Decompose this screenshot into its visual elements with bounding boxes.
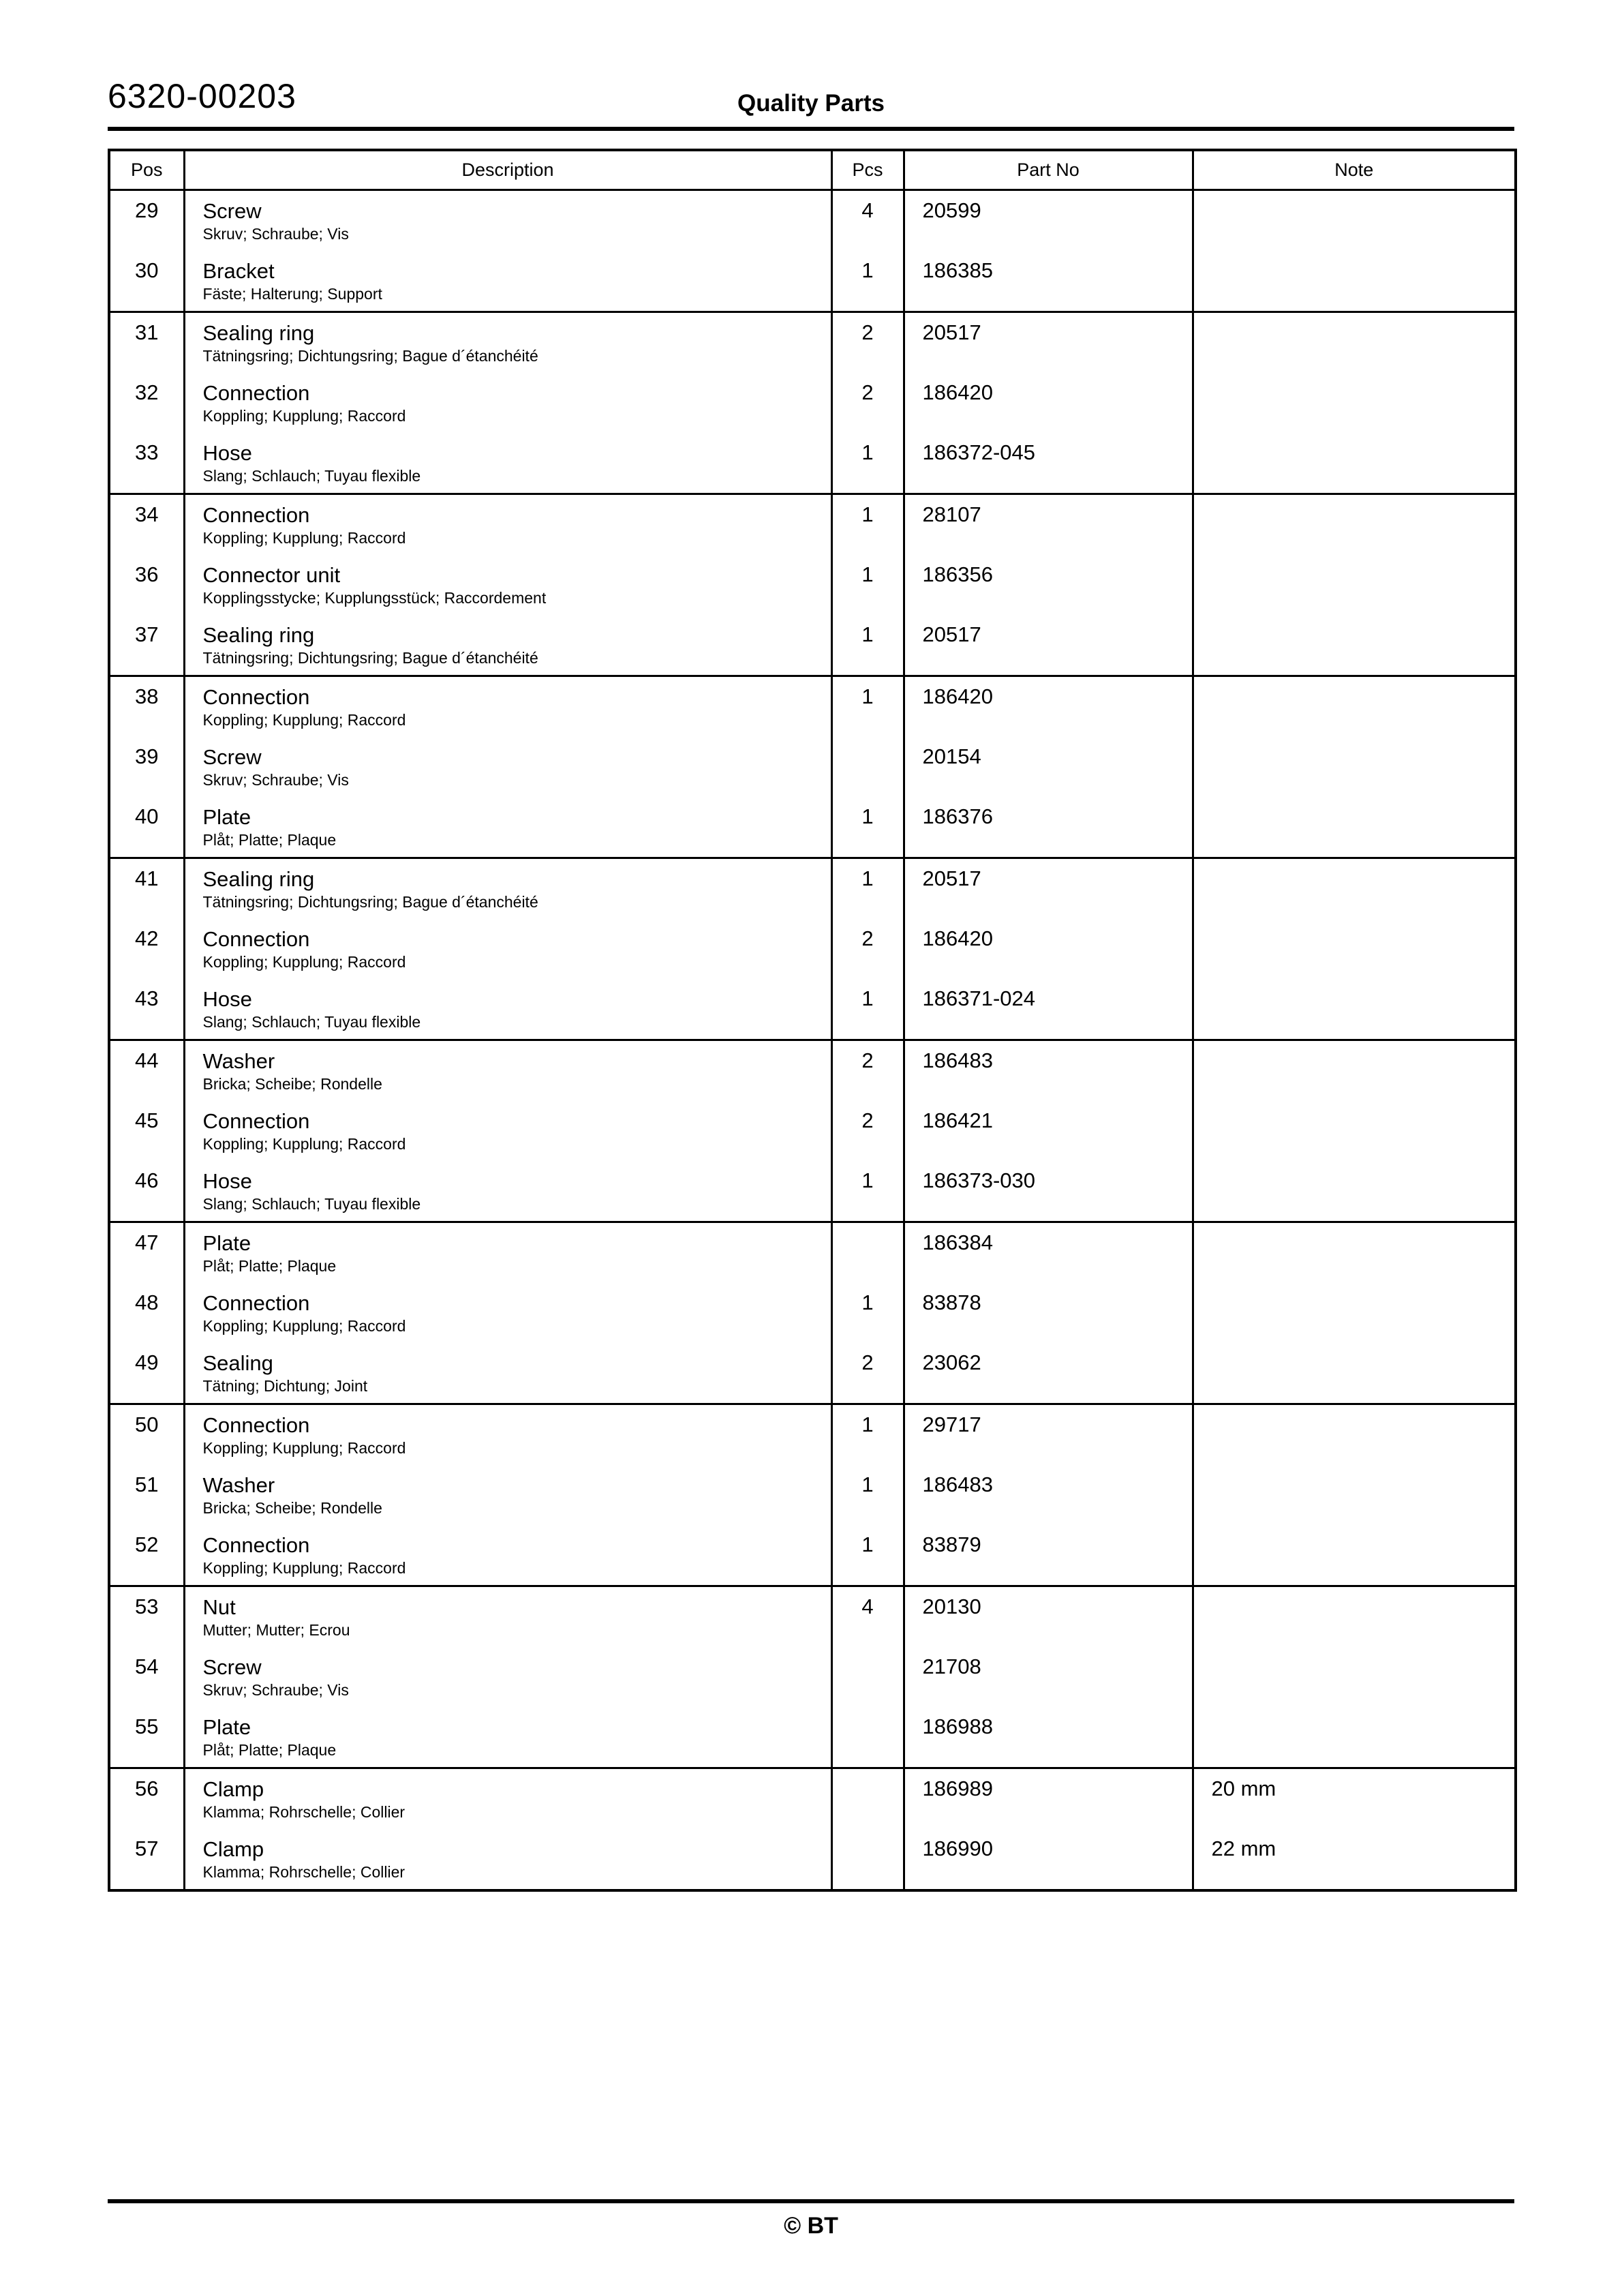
description-cell xyxy=(184,1707,831,1768)
description-translations: Bricka; Scheibe; Rondelle xyxy=(202,1498,382,1517)
note-cell xyxy=(1193,979,1516,1040)
description-main: Connection xyxy=(202,684,310,709)
part-no-cell: 186385 xyxy=(904,251,1193,312)
description-main: Screw xyxy=(202,744,262,769)
description-cell xyxy=(184,1525,831,1586)
parts-table xyxy=(108,149,1517,1892)
part-no-cell: 23062 xyxy=(904,1343,1193,1404)
pos-cell: 53 xyxy=(109,1586,184,1647)
part-no-cell: 20517 xyxy=(904,858,1193,919)
description-cell xyxy=(184,494,831,555)
pcs-cell: 1 xyxy=(831,494,904,555)
description-main: Connection xyxy=(202,926,310,951)
description-main: Hose xyxy=(202,440,252,465)
pcs-cell: 1 xyxy=(831,858,904,919)
note-cell xyxy=(1193,737,1516,797)
table-row xyxy=(109,919,1516,979)
table-row xyxy=(109,1404,1516,1465)
pos-cell: 57 xyxy=(135,1836,159,1860)
description-translations: Mutter; Mutter; Ecrou xyxy=(202,1620,350,1639)
description-translations: Koppling; Kupplung; Raccord xyxy=(202,1438,406,1457)
description-cell xyxy=(184,979,831,1040)
table-header-row xyxy=(109,150,1516,190)
note-cell xyxy=(1193,1525,1516,1586)
description-cell xyxy=(184,676,831,737)
table-row xyxy=(109,190,1516,251)
pos-cell: 51 xyxy=(135,1472,159,1496)
table-row xyxy=(109,1161,1516,1222)
note-cell: 22 mm xyxy=(1193,1829,1516,1890)
footer-copyright: © BT xyxy=(784,2213,838,2239)
description-translations: Slang; Schlauch; Tuyau flexible xyxy=(202,466,421,485)
pcs-cell: 4 xyxy=(831,1586,904,1647)
pos-cell: 46 xyxy=(135,1168,159,1192)
pcs-cell: 2 xyxy=(831,1040,904,1101)
table-row xyxy=(109,312,1516,373)
table-row xyxy=(109,1343,1516,1404)
table-row xyxy=(109,555,1516,615)
pcs-cell: 1 xyxy=(831,1465,904,1525)
col-header-description: Description xyxy=(184,150,831,190)
table-row xyxy=(109,1040,1516,1101)
pos-cell: 29 xyxy=(135,198,159,222)
description-translations: Fäste; Halterung; Support xyxy=(202,284,382,303)
pcs-cell xyxy=(831,737,904,797)
parts-table-body xyxy=(109,190,1516,1890)
description-main: Clamp xyxy=(202,1837,264,1861)
note-cell xyxy=(1193,1404,1516,1465)
part-no-cell: 21708 xyxy=(904,1647,1193,1707)
part-no-cell: 20154 xyxy=(904,737,1193,797)
pos-cell: 33 xyxy=(135,440,159,464)
pos-cell: 55 xyxy=(135,1714,159,1738)
note-cell xyxy=(1193,1343,1516,1404)
note-cell xyxy=(1193,919,1516,979)
col-header-pcs: Pcs xyxy=(831,150,904,190)
description-translations: Tätningsring; Dichtungsring; Bague d´étanchéité xyxy=(202,892,538,911)
description-translations: Koppling; Kupplung; Raccord xyxy=(202,710,406,729)
description-cell xyxy=(184,615,831,676)
pos-cell: 56 xyxy=(109,1768,184,1829)
description-main: Sealing ring xyxy=(202,866,315,891)
description-main: Screw xyxy=(202,1655,262,1679)
part-no-cell: 186421 xyxy=(904,1101,1193,1161)
description-main: Hose xyxy=(202,1168,252,1193)
pos-cell: 36 xyxy=(135,562,159,586)
description-main: Hose xyxy=(202,986,252,1011)
description-cell xyxy=(184,1829,831,1890)
table-row xyxy=(109,1707,1516,1768)
part-no-cell: 20517 xyxy=(904,312,1193,373)
pcs-cell: 1 xyxy=(831,979,904,1040)
col-header-part-no: Part No xyxy=(904,150,1193,190)
pcs-cell: 1 xyxy=(831,615,904,676)
note-cell xyxy=(1193,433,1516,494)
description-cell xyxy=(184,312,831,373)
description-cell xyxy=(184,1222,831,1283)
part-no-cell: 186989 xyxy=(904,1768,1193,1829)
description-translations: Koppling; Kupplung; Raccord xyxy=(202,1134,406,1153)
note-cell xyxy=(1193,373,1516,433)
pos-cell: 47 xyxy=(109,1222,184,1283)
description-translations: Slang; Schlauch; Tuyau flexible xyxy=(202,1012,421,1031)
description-cell xyxy=(184,737,831,797)
description-cell xyxy=(184,858,831,919)
pcs-cell xyxy=(831,1707,904,1768)
table-row xyxy=(109,1222,1516,1283)
part-no-cell: 186371-024 xyxy=(904,979,1193,1040)
table-row xyxy=(109,494,1516,555)
pos-cell: 40 xyxy=(135,804,159,828)
pos-cell: 39 xyxy=(135,744,159,768)
table-row xyxy=(109,858,1516,919)
part-no-cell: 186373-030 xyxy=(904,1161,1193,1222)
pos-cell: 32 xyxy=(135,380,159,404)
part-no-cell: 186372-045 xyxy=(904,433,1193,494)
part-no-cell: 83879 xyxy=(904,1525,1193,1586)
table-row xyxy=(109,676,1516,737)
part-no-cell: 20130 xyxy=(904,1586,1193,1647)
pos-cell: 54 xyxy=(135,1654,159,1678)
description-translations: Kopplingsstycke; Kupplungsstück; Raccordement xyxy=(202,588,547,607)
note-cell xyxy=(1193,555,1516,615)
description-main: Connection xyxy=(202,1290,310,1315)
note-cell xyxy=(1193,797,1516,858)
description-translations: Tätningsring; Dichtungsring; Bague d´étanchéité xyxy=(202,346,538,365)
description-cell xyxy=(184,1647,831,1707)
pos-cell: 43 xyxy=(135,986,159,1010)
part-no-cell: 29717 xyxy=(904,1404,1193,1465)
description-translations: Plåt; Platte; Plaque xyxy=(202,1740,337,1759)
note-cell xyxy=(1193,312,1516,373)
footer-rule xyxy=(108,2199,1514,2203)
part-no-cell: 20599 xyxy=(904,190,1193,251)
pos-cell: 52 xyxy=(135,1532,159,1556)
part-no-cell: 186990 xyxy=(904,1829,1193,1890)
description-translations: Plåt; Platte; Plaque xyxy=(202,830,337,849)
note-cell xyxy=(1193,1222,1516,1283)
note-cell xyxy=(1193,1586,1516,1647)
description-cell xyxy=(184,797,831,858)
description-translations: Klamma; Rohrschelle; Collier xyxy=(202,1862,406,1881)
pcs-cell: 2 xyxy=(831,373,904,433)
table-row xyxy=(109,1283,1516,1343)
pcs-cell: 2 xyxy=(831,312,904,373)
description-cell xyxy=(184,1283,831,1343)
table-row xyxy=(109,1586,1516,1647)
part-no-cell: 186356 xyxy=(904,555,1193,615)
part-no-cell: 186384 xyxy=(904,1222,1193,1283)
part-no-cell: 186420 xyxy=(904,373,1193,433)
description-translations: Koppling; Kupplung; Raccord xyxy=(202,406,406,425)
part-no-cell: 20517 xyxy=(904,615,1193,676)
pcs-cell: 1 xyxy=(831,1161,904,1222)
description-main: Connector unit xyxy=(202,562,341,587)
description-translations: Tätning; Dichtung; Joint xyxy=(202,1376,368,1395)
note-cell xyxy=(1193,1465,1516,1525)
note-cell xyxy=(1193,251,1516,312)
table-row xyxy=(109,737,1516,797)
pcs-cell: 1 xyxy=(831,251,904,312)
description-main: Plate xyxy=(202,804,251,829)
description-cell xyxy=(184,251,831,312)
pos-cell: 31 xyxy=(109,312,184,373)
pcs-cell: 2 xyxy=(831,1343,904,1404)
part-no-cell: 83878 xyxy=(904,1283,1193,1343)
pos-cell: 37 xyxy=(135,622,159,646)
pcs-cell xyxy=(831,1222,904,1283)
note-cell xyxy=(1193,494,1516,555)
pcs-cell: 1 xyxy=(831,676,904,737)
description-translations: Plåt; Platte; Plaque xyxy=(202,1256,337,1275)
description-translations: Koppling; Kupplung; Raccord xyxy=(202,1316,406,1335)
part-no-cell: 186988 xyxy=(904,1707,1193,1768)
description-main: Sealing xyxy=(202,1350,273,1375)
part-no-cell: 186483 xyxy=(904,1040,1193,1101)
pcs-cell xyxy=(831,1768,904,1829)
col-header-note: Note xyxy=(1193,150,1516,190)
description-cell xyxy=(184,373,831,433)
page-header xyxy=(108,74,1514,119)
part-no-cell: 28107 xyxy=(904,494,1193,555)
description-translations: Skruv; Schraube; Vis xyxy=(202,1680,349,1699)
description-main: Connection xyxy=(202,1413,310,1437)
pcs-cell: 1 xyxy=(831,797,904,858)
table-row xyxy=(109,979,1516,1040)
pcs-cell xyxy=(831,1647,904,1707)
table-row xyxy=(109,1647,1516,1707)
description-main: Nut xyxy=(202,1595,236,1619)
note-cell xyxy=(1193,190,1516,251)
description-main: Clamp xyxy=(202,1777,264,1801)
table-row xyxy=(109,1101,1516,1161)
table-row xyxy=(109,1829,1516,1890)
pcs-cell: 1 xyxy=(831,1525,904,1586)
table-row xyxy=(109,251,1516,312)
description-cell xyxy=(184,1161,831,1222)
description-cell xyxy=(184,1465,831,1525)
description-cell xyxy=(184,555,831,615)
description-main: Plate xyxy=(202,1230,251,1255)
table-row xyxy=(109,797,1516,858)
description-main: Connection xyxy=(202,502,310,527)
note-cell xyxy=(1193,1040,1516,1101)
pos-cell: 38 xyxy=(109,676,184,737)
page-title: Quality Parts xyxy=(737,90,885,117)
page-footer xyxy=(108,2199,1514,2239)
part-no-cell: 186483 xyxy=(904,1465,1193,1525)
description-cell xyxy=(184,1586,831,1647)
table-row xyxy=(109,1465,1516,1525)
pcs-cell: 1 xyxy=(831,555,904,615)
description-main: Connection xyxy=(202,1108,310,1133)
pos-cell: 34 xyxy=(109,494,184,555)
pcs-cell: 2 xyxy=(831,1101,904,1161)
note-cell: 20 mm xyxy=(1193,1768,1516,1829)
description-main: Bracket xyxy=(202,258,275,283)
pos-cell: 44 xyxy=(109,1040,184,1101)
pos-cell: 41 xyxy=(109,858,184,919)
description-cell xyxy=(184,1768,831,1829)
description-main: Screw xyxy=(202,198,262,223)
description-translations: Koppling; Kupplung; Raccord xyxy=(202,528,406,547)
pos-cell: 30 xyxy=(135,258,159,282)
description-cell xyxy=(184,433,831,494)
note-cell xyxy=(1193,1101,1516,1161)
description-main: Sealing ring xyxy=(202,622,315,647)
pcs-cell: 4 xyxy=(831,190,904,251)
pos-cell: 48 xyxy=(135,1290,159,1314)
note-cell xyxy=(1193,1283,1516,1343)
table-row xyxy=(109,373,1516,433)
pcs-cell: 1 xyxy=(831,1404,904,1465)
description-translations: Skruv; Schraube; Vis xyxy=(202,770,349,789)
description-cell xyxy=(184,1040,831,1101)
description-main: Washer xyxy=(202,1048,275,1073)
pcs-cell xyxy=(831,1829,904,1890)
description-cell xyxy=(184,1404,831,1465)
note-cell xyxy=(1193,1647,1516,1707)
col-header-pos: Pos xyxy=(109,150,184,190)
description-translations: Klamma; Rohrschelle; Collier xyxy=(202,1802,406,1821)
description-main: Plate xyxy=(202,1715,251,1739)
description-cell xyxy=(184,190,831,251)
doc-number: 6320-00203 xyxy=(108,77,296,115)
pos-cell: 42 xyxy=(135,926,159,950)
pos-cell: 45 xyxy=(135,1108,159,1132)
header-rule xyxy=(108,127,1514,131)
description-translations: Slang; Schlauch; Tuyau flexible xyxy=(202,1194,421,1213)
description-cell xyxy=(184,1343,831,1404)
note-cell xyxy=(1193,615,1516,676)
description-translations: Tätningsring; Dichtungsring; Bague d´étanchéité xyxy=(202,648,538,667)
description-translations: Koppling; Kupplung; Raccord xyxy=(202,1558,406,1577)
pcs-cell: 2 xyxy=(831,919,904,979)
pcs-cell: 1 xyxy=(831,1283,904,1343)
part-no-cell: 186420 xyxy=(904,676,1193,737)
part-no-cell: 186376 xyxy=(904,797,1193,858)
note-cell xyxy=(1193,676,1516,737)
table-row xyxy=(109,1525,1516,1586)
table-row xyxy=(109,1768,1516,1829)
description-cell xyxy=(184,919,831,979)
table-row xyxy=(109,615,1516,676)
description-main: Connection xyxy=(202,380,310,405)
description-translations: Bricka; Scheibe; Rondelle xyxy=(202,1074,382,1093)
description-translations: Koppling; Kupplung; Raccord xyxy=(202,952,406,971)
pos-cell: 50 xyxy=(109,1404,184,1465)
note-cell xyxy=(1193,858,1516,919)
description-cell xyxy=(184,1101,831,1161)
note-cell xyxy=(1193,1161,1516,1222)
pcs-cell: 1 xyxy=(831,433,904,494)
description-translations: Skruv; Schraube; Vis xyxy=(202,224,349,243)
part-no-cell: 186420 xyxy=(904,919,1193,979)
table-row xyxy=(109,433,1516,494)
note-cell xyxy=(1193,1707,1516,1768)
description-main: Washer xyxy=(202,1472,275,1497)
description-main: Connection xyxy=(202,1532,310,1557)
description-main: Sealing ring xyxy=(202,320,315,345)
pos-cell: 49 xyxy=(135,1350,159,1374)
